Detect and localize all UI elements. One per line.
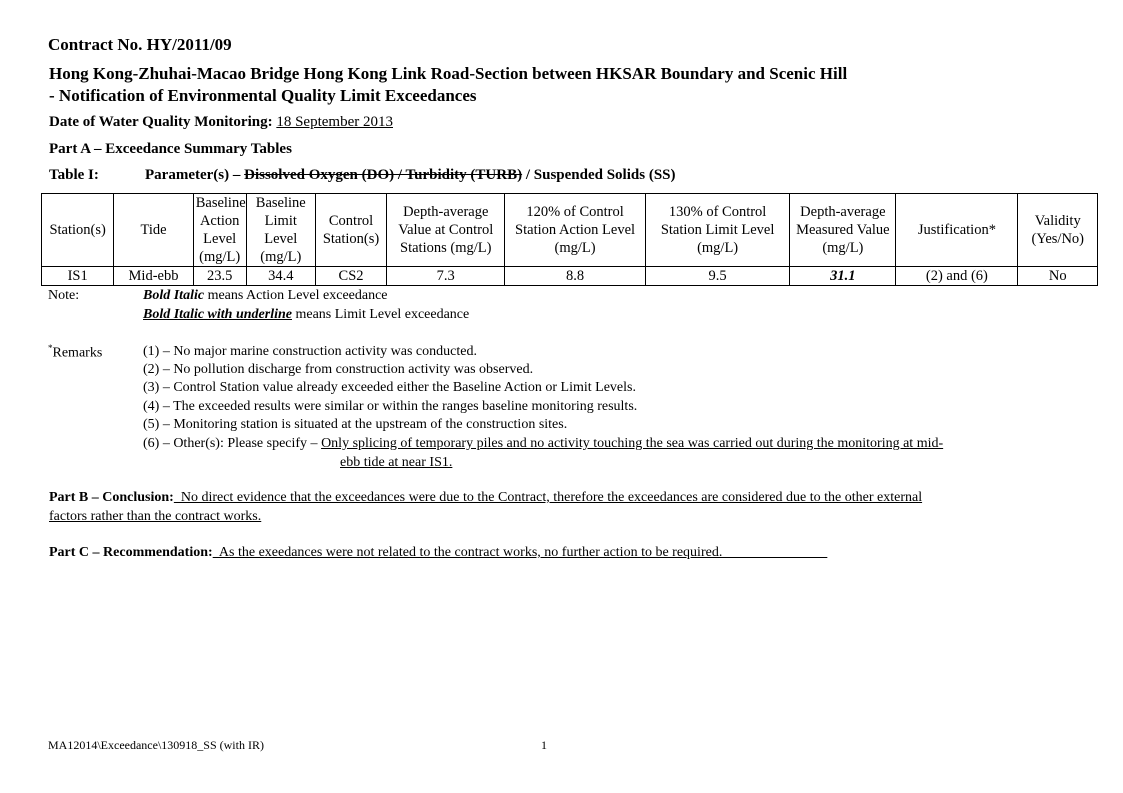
- remark-3: (3) – Control Station value already exceeded either the Baseline Action or Limit Levels.: [143, 380, 636, 395]
- remark-6-detail: Only splicing of temporary piles and no activity touching the sea was carried out during the monitoring at mid-: [321, 436, 944, 451]
- header-control-station: Control Station(s): [315, 194, 386, 267]
- part-b-line-2: factors rather than the contract works.: [49, 509, 262, 524]
- part-b-label: Part B – Conclusion:: [49, 490, 174, 505]
- remarks-label-text: Remarks: [52, 345, 103, 361]
- note-label: Note:: [48, 288, 80, 303]
- header-justification: Justification*: [896, 194, 1018, 267]
- remark-6: [143, 436, 943, 452]
- table-label: Table I:: [49, 167, 99, 183]
- cell-validity: No: [1018, 267, 1098, 286]
- title-line-1: Hong Kong-Zhuhai-Macao Bridge Hong Kong Link Road-Section between HKSAR Boundary and Scenic Hill: [49, 64, 848, 83]
- title-line-2: - Notification of Environmental Quality Limit Exceedances: [49, 86, 477, 105]
- part-b-text: No direct evidence that the exceedances were due to the Contract, therefore the exceedances are considered due to the other external: [173, 490, 923, 505]
- note-line-2: [143, 307, 469, 323]
- cell-baseline-action: 23.5: [193, 267, 246, 286]
- header-station: Station(s): [42, 194, 114, 267]
- cell-control-station: CS2: [315, 267, 386, 286]
- header-baseline-limit: Baseline Limit Level (mg/L): [246, 194, 315, 267]
- cell-depth-avg-control: 7.3: [387, 267, 505, 286]
- exceedance-table: [41, 193, 1098, 286]
- header-120-pct: 120% of Control Station Action Level (mg/L): [505, 194, 646, 267]
- remark-4: (4) – The exceeded results were similar or within the ranges baseline monitoring results.: [143, 399, 638, 414]
- monitoring-date-value: 18 September 2013: [276, 114, 393, 130]
- part-a-heading: Part A – Exceedance Summary Tables: [49, 141, 292, 157]
- note-limit-text: means Limit Level exceedance: [291, 307, 470, 322]
- cell-station: IS1: [42, 267, 114, 286]
- parameter-active: / Suspended Solids (SS): [525, 167, 676, 183]
- cell-tide: Mid-ebb: [114, 267, 193, 286]
- contract-number: Contract No. HY/2011/09: [48, 35, 232, 54]
- table-row: [42, 267, 1098, 286]
- header-tide: Tide: [114, 194, 193, 267]
- part-b-line-1: [49, 490, 922, 506]
- footer-path: MA12014\Exceedance\130918_SS (with IR): [48, 738, 264, 752]
- header-depth-avg-control: Depth-average Value at Control Stations (mg/L): [387, 194, 505, 267]
- header-130-pct: 130% of Control Station Limit Level (mg/L): [645, 194, 790, 267]
- parameter-row: [145, 167, 676, 184]
- monitoring-date-row: [49, 114, 393, 131]
- remarks-asterisk: *: [48, 343, 53, 353]
- remark-1: (1) – No major marine construction activity was conducted.: [143, 344, 477, 359]
- header-validity: Validity (Yes/No): [1018, 194, 1098, 267]
- remark-2: (2) – No pollution discharge from construction activity was observed.: [143, 362, 534, 377]
- remark-6-continued: ebb tide at near IS1.: [340, 455, 453, 470]
- part-c-label: Part C – Recommendation:: [49, 545, 213, 560]
- cell-130-pct: 9.5: [645, 267, 790, 286]
- part-c-line: [49, 545, 827, 561]
- monitoring-date-label: Date of Water Quality Monitoring:: [49, 114, 273, 130]
- note-line-1: [143, 288, 388, 304]
- parameter-prefix: Parameter(s) –: [145, 167, 241, 183]
- note-bold-italic-underline: Bold Italic with underline: [143, 307, 292, 322]
- remark-5: (5) – Monitoring station is situated at the upstream of the construction sites.: [143, 417, 568, 432]
- cell-120-pct: 8.8: [505, 267, 646, 286]
- remark-6-prefix: (6) – Other(s): Please specify –: [143, 436, 322, 451]
- header-baseline-action: Baseline Action Level (mg/L): [193, 194, 246, 267]
- remarks-label: [48, 343, 102, 362]
- cell-baseline-limit: 34.4: [246, 267, 315, 286]
- note-bold-italic: Bold Italic: [143, 288, 205, 303]
- page-number: 1: [541, 738, 547, 752]
- cell-measured: 31.1: [790, 267, 896, 286]
- header-measured: Depth-average Measured Value (mg/L): [790, 194, 896, 267]
- part-c-text: As the exeedances were not related to the contract works, no further action to be required.: [212, 545, 828, 560]
- note-action-text: means Action Level exceedance: [204, 288, 388, 303]
- table-header-row: [42, 194, 1098, 267]
- parameter-struck: Dissolved Oxygen (DO) / Turbidity (TURB): [244, 167, 523, 183]
- cell-justification: (2) and (6): [896, 267, 1018, 286]
